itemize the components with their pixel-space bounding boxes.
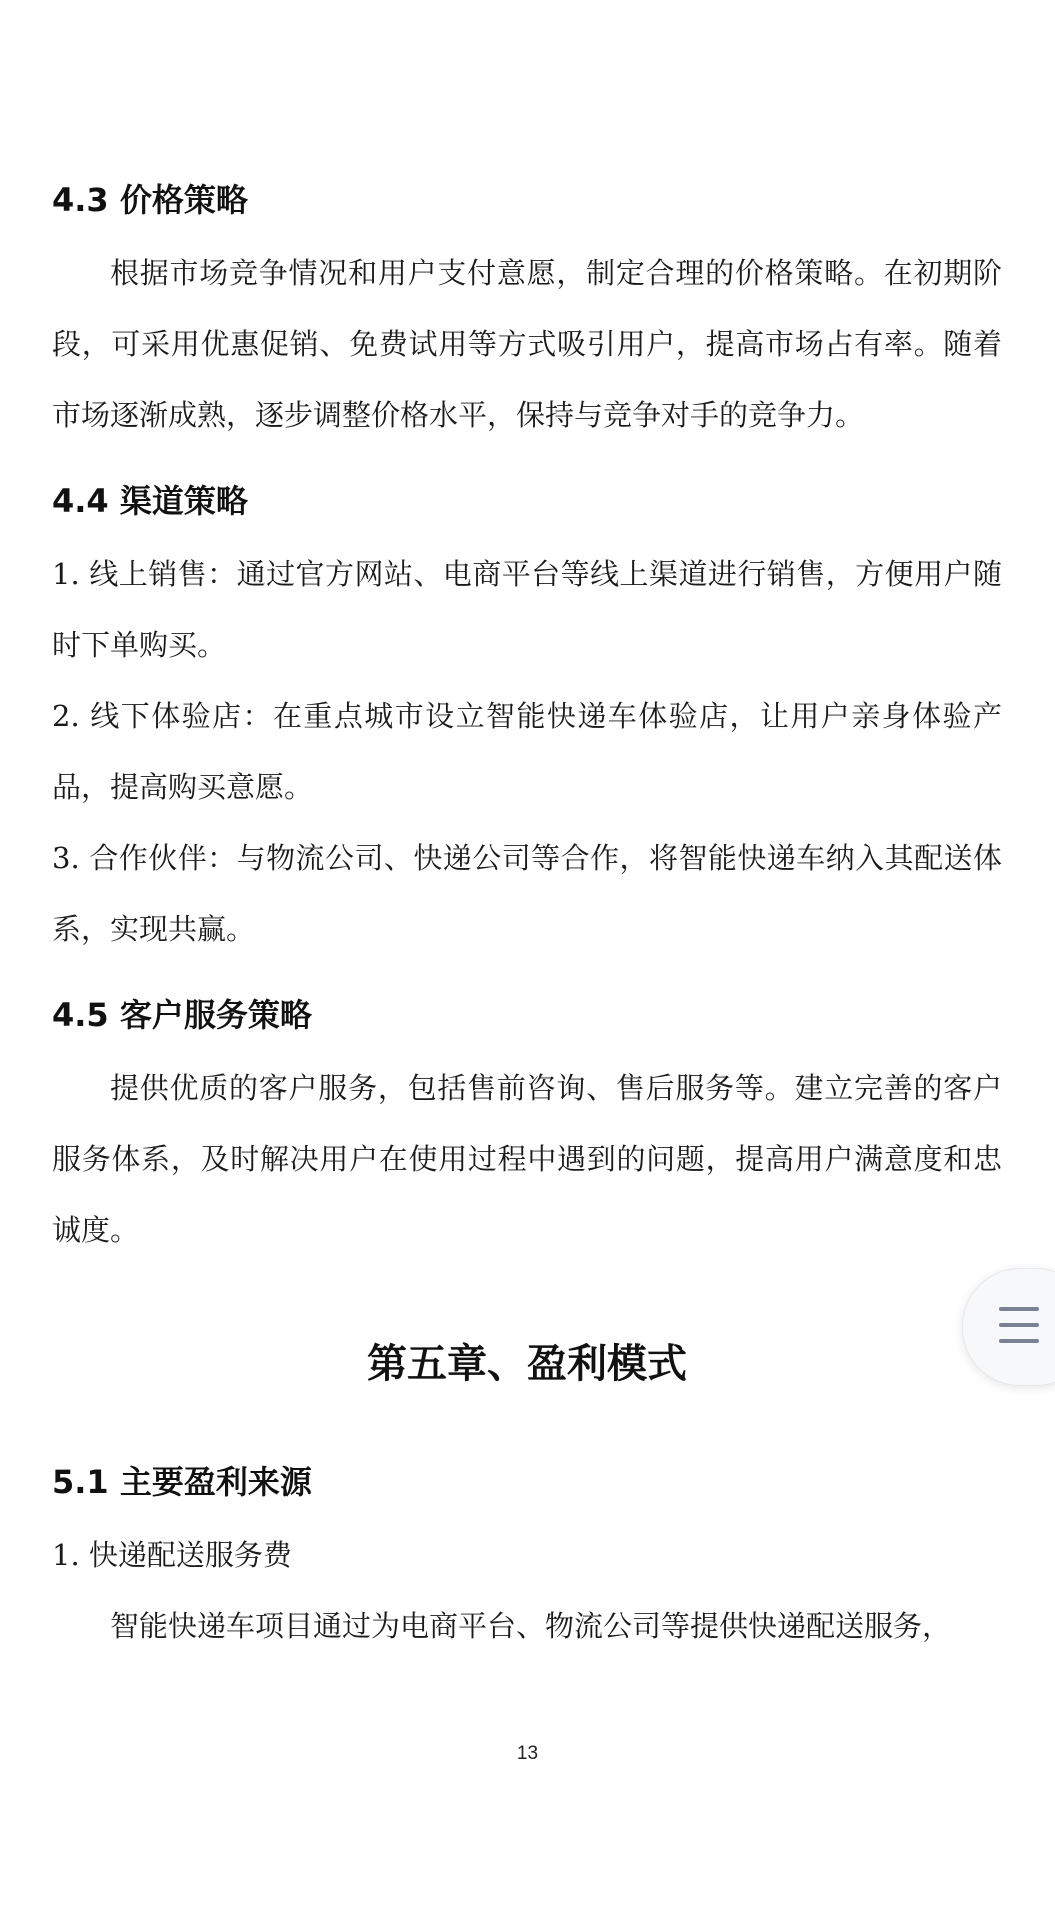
heading-4-4: 4.4 渠道策略 (52, 482, 248, 520)
paragraph-4-3: 根据市场竞争情况和用户支付意愿，制定合理的价格策略。在初期阶段，可采用优惠促销、免费试用等方式吸引用户，提高市场占有率。随着市场逐渐成熟，逐步调整价格水平，保持与竞争对手的竞争力。 (52, 256, 1002, 432)
list-item-partners: 3. 合作伙伴：与物流公司、快递公司等合作，将智能快递车纳入其配送体系，实现共赢。 (52, 841, 1002, 946)
heading-5-1: 5.1 主要盈利来源 (52, 1463, 312, 1501)
list-item-offline-store: 2. 线下体验店：在重点城市设立智能快递车体验店，让用户亲身体验产品，提高购买意愿。 (52, 699, 1002, 804)
heading-4-3: 4.3 价格策略 (52, 181, 248, 219)
list-item-online-sales: 1. 线上销售：通过官方网站、电商平台等线上渠道进行销售，方便用户随时下单购买。 (52, 557, 1002, 662)
paragraph-5-1: 智能快递车项目通过为电商平台、物流公司等提供快递配送服务， (110, 1609, 952, 1643)
chapter-title: 第五章、盈利模式 (367, 1341, 687, 1387)
paragraph-4-5: 提供优质的客户服务，包括售前咨询、售后服务等。建立完善的客户服务体系，及时解决用户在使用过程中遇到的问题，提高用户满意度和忠诚度。 (52, 1071, 1002, 1247)
document-content (52, 172, 1002, 1662)
list-item-delivery-fee: 1. 快递配送服务费 (52, 1538, 292, 1572)
heading-4-5: 4.5 客户服务策略 (52, 996, 312, 1034)
page-number: 13 (516, 1743, 539, 1764)
